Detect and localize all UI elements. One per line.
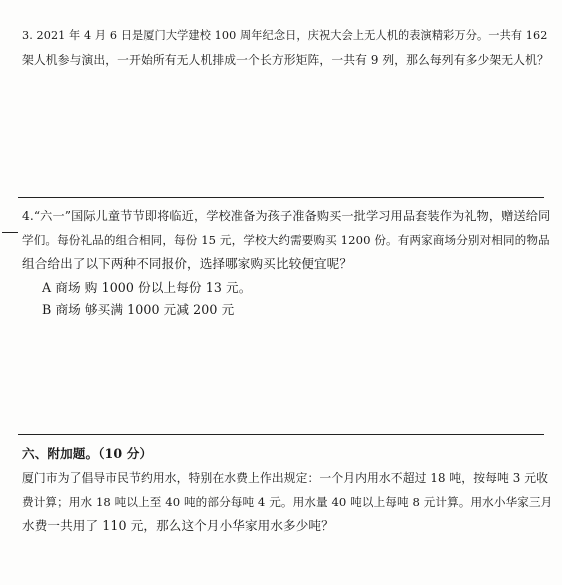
q4-option-a: A 商场 购 1000 份以上每份 13 元。 — [42, 280, 252, 295]
q4-option-b: B 商场 够买满 1000 元减 200 元 — [42, 302, 235, 317]
divider-before-section6 — [18, 434, 544, 435]
section6-line-1: 厦门市为了倡导市民节约用水，特别在水费上作出规定：一个月内用水不超过 18 吨，按每吨 3 元收 — [22, 471, 548, 485]
q4-line-1: 4.“六一”国际儿童节节即将临近，学校准备为孩子准备购买一批学习用品套装作为礼物，赠送给同 — [22, 209, 551, 223]
section6-line-2: 费计算；用水 18 吨以上至 40 吨的部分每吨 4 元。用水量 40 吨以上每吨 8 元计算。用水小华家三月 — [22, 495, 553, 509]
q3-line-2: 架人机参与演出，一开始所有无人机排成一个长方形矩阵，一共有 9 列，那么每列有多少架无人机？ — [22, 53, 549, 67]
section6-line-3: 水费一共用了 110 元，那么这个月小华家用水多少吨？ — [22, 518, 334, 533]
divider-after-q3 — [18, 197, 544, 198]
section6-heading: 六、附加题。（10 分） — [22, 446, 153, 461]
q4-line-2: 学们。每份礼品的组合相同，每份 15 元，学校大约需要购买 1200 份。有两家商场分别对相同的物品 — [22, 233, 550, 247]
margin-mark — [2, 232, 18, 233]
q4-line-3: 组合给出了以下两种不同报价，选择哪家购买比较便宜呢？ — [22, 256, 353, 271]
q3-line-1: 3. 2021 年 4 月 6 日是厦门大学建校 100 周年纪念日，庆祝大会上无人机的表演精彩万分。一共有 162 — [22, 29, 548, 42]
